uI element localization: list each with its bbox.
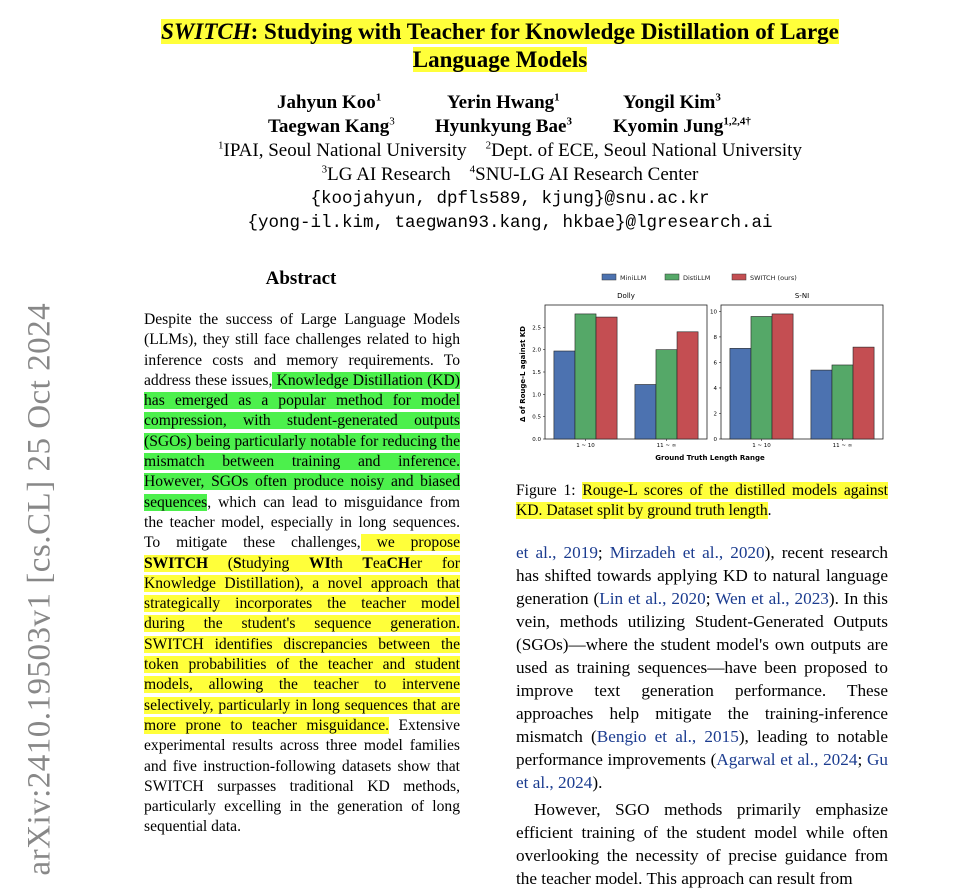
paper-title	[110, 18, 890, 74]
body-text	[516, 541, 888, 890]
bar	[596, 317, 617, 439]
y-tick-label: 2.0	[532, 347, 541, 354]
citation-link[interactable]: Bengio et al., 2015	[596, 727, 739, 746]
author: Taegwan Kang$^3$	[268, 115, 395, 137]
bar	[656, 350, 677, 439]
affiliation-line: $^3$LG AI Research $^4$SNU-LG AI Research Center	[321, 163, 699, 185]
bar	[772, 314, 793, 439]
y-tick-label: 4	[713, 385, 717, 392]
bar	[853, 347, 874, 439]
bar	[554, 351, 575, 439]
bar	[677, 332, 698, 439]
legend-label: SWITCH (ours)	[750, 274, 797, 282]
figure-caption: Figure 1: Rouge-L scores of the distilled models against KD. Dataset split by ground truth length.	[516, 482, 889, 520]
bar	[811, 370, 832, 439]
y-tick-label: 1.0	[532, 392, 541, 399]
paragraph: et al., 2019; Mirzadeh et al., 2020), recent research has shifted towards applying KD to natural language generation (Lin et al., 2020; Wen et al., 2023). In this vein, methods utilizing Student-Generated Outputs (SGOs)—where the student model's own outputs are used as training sequences—have been proposed to improve text generation performance. These approaches help mitigate the training-inference mismatch (Bengio et al., 2015), leading to notable performance improvements (Agarwal et al., 2024; Gu et al., 2024).	[516, 543, 888, 792]
bar	[730, 348, 751, 439]
legend-swatch	[732, 274, 746, 280]
y-tick-label: 2	[713, 411, 717, 418]
x-axis-label: Ground Truth Length Range	[655, 454, 765, 462]
y-axis-label: Δ of Rouge-L against KD	[519, 326, 527, 422]
title-line2: Language Models	[412, 47, 588, 72]
highlight-yellow: we propose SWITCH (Studying WIth TeaCHer for Knowledge Distillation), a novel approach that strategically incorporates the teacher model during the student's sequence generation. SWITCH identifies discrepancies between the token probabilities of the teacher and student models, allowing the teacher to intervene selectively, particularly in long sequences that are more prone to teacher misguidance.	[144, 534, 460, 734]
title-italic: SWITCH	[161, 19, 251, 44]
abstract-text: Despite the success of Large Language Models (LLMs), they still face challenges related to high inference costs and memory requirements. To address these issues, Knowledge Distillation (KD) has emerged as a popular method for model compression, with student-generated outputs (SGOs) being particularly notable for reducing the mismatch between training and inference. However, SGOs often produce noisy and biased sequences, which can lead to misguidance from the teacher model, especially in long sequences. To mitigate these challenges, we propose SWITCH (Studying WIth TeaCHer for Knowledge Distillation), a novel approach that strategically incorporates the teacher model during the student's sequence generation. SWITCH identifies discrepancies between the token probabilities of the teacher and student models, allowing the teacher to intervene selectively, particularly in long sequences that are more prone to teacher misguidance. Extensive experimental results across three model families and five instruction-following datasets show that SWITCH surpasses traditional KD methods, particularly excelling in the generation of long sequential data.	[144, 311, 460, 836]
bar	[575, 314, 596, 439]
x-tick-label: 11 ~ ∞	[656, 443, 677, 449]
citation-link[interactable]: Mirzadeh et al., 2020	[609, 543, 765, 562]
citation-link[interactable]: Wen et al., 2023	[715, 589, 829, 608]
paragraph: However, SGO methods primarily emphasize efficient training of the student model while often overlooking the necessity of precise guidance from the teacher model. This approach can result from	[516, 800, 888, 888]
citation-link[interactable]: Agarwal et al., 2024	[716, 750, 858, 769]
citation-link[interactable]: Lin et al., 2020	[599, 589, 706, 608]
y-tick-label: 0.5	[532, 414, 541, 421]
author: Hyunkyung Bae$^3$	[435, 115, 572, 137]
bar	[832, 365, 853, 439]
affiliation-line: $^1$IPAI, Seoul National University $^2$Dept. of ECE, Seoul National University	[218, 139, 802, 161]
citation-link[interactable]: Gu et al., 2024	[516, 750, 888, 792]
y-tick-label: 10	[710, 309, 717, 316]
email-line: {koojahyun, dpfls589, kjung}@snu.ac.kr	[310, 189, 710, 209]
author: Jahyun Koo$^1$	[277, 91, 382, 113]
arxiv-stamp: arXiv:2410.19503v1 [cs.CL] 25 Oct 2024	[21, 302, 58, 876]
abstract-heading: Abstract	[265, 268, 337, 289]
legend-swatch	[602, 274, 616, 280]
y-tick-label: 8	[713, 334, 717, 341]
y-tick-label: 2.5	[532, 325, 541, 332]
title-line1: : Studying with Teacher for Knowledge Distillation of Large	[250, 19, 839, 44]
x-tick-label: 1 ~ 10	[752, 443, 771, 449]
author: Yerin Hwang$^1$	[447, 91, 560, 113]
panel-title: S-NI	[794, 292, 810, 300]
figure-1-chart	[510, 268, 890, 468]
y-tick-label: 0.0	[532, 437, 541, 443]
x-tick-label: 1 ~ 10	[576, 443, 595, 449]
citation-link[interactable]: et al., 2019	[516, 543, 598, 562]
author: Yongil Kim$^3$	[623, 91, 721, 113]
y-tick-label: 6	[713, 360, 717, 367]
author: Kyomin Jung$^{1,2,4\dagger}$	[613, 115, 751, 137]
email-line: {yong-il.kim, taegwan93.kang, hkbae}@lgresearch.ai	[247, 213, 773, 233]
legend-label: MiniLLM	[620, 274, 647, 282]
panel-title: Dolly	[617, 292, 635, 300]
bar	[751, 316, 772, 439]
bar	[635, 385, 656, 439]
y-tick-label: 0	[713, 437, 717, 443]
y-tick-label: 1.5	[532, 370, 541, 376]
x-tick-label: 11 ~ ∞	[832, 443, 853, 449]
legend-swatch	[665, 274, 679, 280]
highlight-green: Knowledge Distillation (KD) has emerged as a popular method for model compression, with student-generated outputs (SGOs) being particularly notable for reducing the mismatch between training and inference. However, SGOs often produce noisy and biased sequences	[144, 371, 460, 511]
legend-label: DistiLLM	[683, 274, 711, 282]
